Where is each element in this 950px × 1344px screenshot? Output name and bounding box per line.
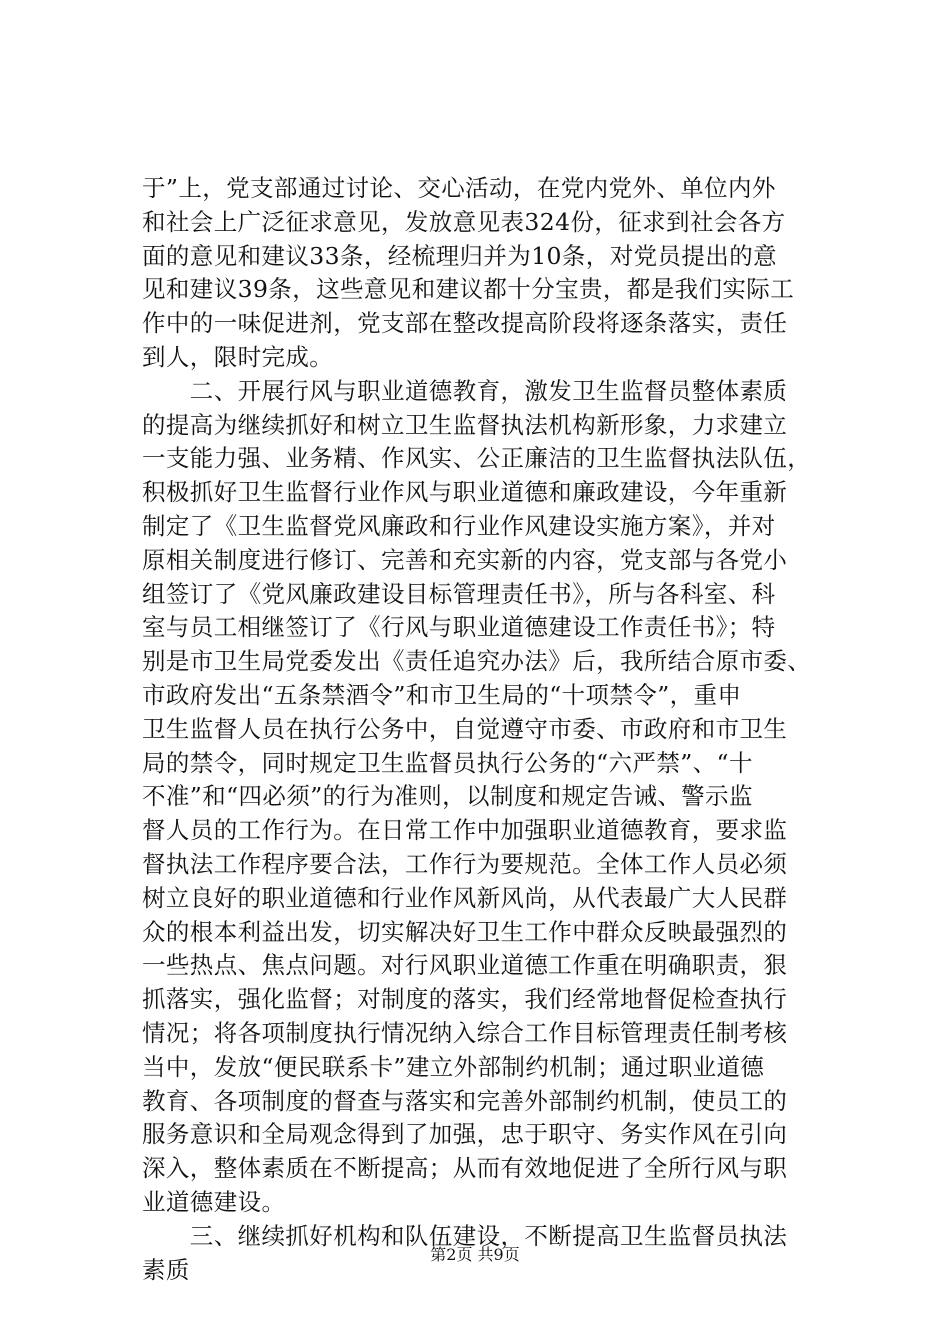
text-line: 作中的一味促进剂，党支部在整改提高阶段将逐条落实，责任 [142, 309, 788, 338]
text-line: 室与员工相继签订了《行风与职业道德建设工作责任书》；特 [142, 613, 776, 642]
text-line: 别是市卫生局党委发出《责任追究办法》后，我所结合原市委、 [142, 647, 812, 676]
body-text [142, 172, 842, 1287]
text-line: 到人，限时完成。 [142, 342, 334, 371]
text-line: 制定了《卫生监督党风廉政和行业作风建设实施方案》，并对 [142, 511, 776, 540]
text-line: 组签订了《党风廉政建设目标管理责任书》，所与各科室、科 [142, 579, 776, 608]
text-line: 业道德建设。 [142, 1187, 286, 1216]
text-line: 一支能力强、业务精、作风实、公正廉洁的卫生监督执法队伍， [142, 444, 812, 473]
text-line: 原相关制度进行修订、完善和充实新的内容，党支部与各党小 [142, 545, 788, 574]
text-line: 的提高为继续抓好和树立卫生监督执法机构新形象，力求建立 [142, 410, 788, 439]
page-footer: 第2页 共9页 [430, 1245, 520, 1264]
text-line: 众的根本利益出发，切实解决好卫生工作中群众反映最强烈的 [142, 917, 788, 946]
text-line: 树立良好的职业道德和行业作风新风尚，从代表最广大人民群 [142, 883, 788, 912]
text-line: 抓落实，强化监督；对制度的落实，我们经常地督促检查执行 [142, 985, 788, 1014]
text-line: 面的意见和建议33条，经梳理归并为10条，对党员提出的意 [142, 241, 778, 270]
text-line: 和社会上广泛征求意见，发放意见表324份，征求到社会各方 [142, 207, 786, 236]
text-line: 于”上，党支部通过讨论、交心活动，在党内党外、单位内外 [142, 174, 776, 202]
text-line: 一些热点、焦点问题。对行风职业道德工作重在明确职责，狠 [142, 951, 788, 980]
text-line: 当中，发放“便民联系卡”建立外部制约机制；通过职业道德 [142, 1052, 765, 1081]
text-line: 深入，整体素质在不断提高；从而有效地促进了全所行风与职 [142, 1154, 788, 1183]
text-line: 素质 [142, 1255, 190, 1284]
text-line: 三、继续抓好机构和队伍建设，不断提高卫生监督员执法 [142, 1221, 788, 1250]
text-line: 见和建议39条，这些意见和建议都十分宝贵，都是我们实际工 [142, 275, 795, 304]
text-line: 局的禁令，同时规定卫生监督员执行公务的“六严禁”、“十 [142, 748, 753, 777]
text-line: 二、开展行风与职业道德教育，激发卫生监督员整体素质 [142, 376, 788, 405]
text-line: 不准”和“四必须”的行为准则，以制度和规定告诫、警示监 [142, 782, 753, 811]
text-line: 督人员的工作行为。在日常工作中加强职业道德教育，要求监 [142, 816, 788, 845]
text-line: 市政府发出“五条禁酒令”和市卫生局的“十项禁令”，重申 [142, 680, 742, 709]
text-line: 卫生监督人员在执行公务中，自觉遵守市委、市政府和市卫生 [142, 714, 788, 743]
text-line: 服务意识和全局观念得到了加强，忠于职守、务实作风在引向 [142, 1120, 788, 1149]
text-line: 督执法工作程序要合法，工作行为要规范。全体工作人员必须 [142, 849, 788, 878]
text-line: 积极抓好卫生监督行业作风与职业道德和廉政建设，今年重新 [142, 478, 788, 507]
text-line: 教育、各项制度的督查与落实和完善外部制约机制，使员工的 [142, 1086, 788, 1115]
text-line: 情况；将各项制度执行情况纳入综合工作目标管理责任制考核 [142, 1018, 788, 1047]
